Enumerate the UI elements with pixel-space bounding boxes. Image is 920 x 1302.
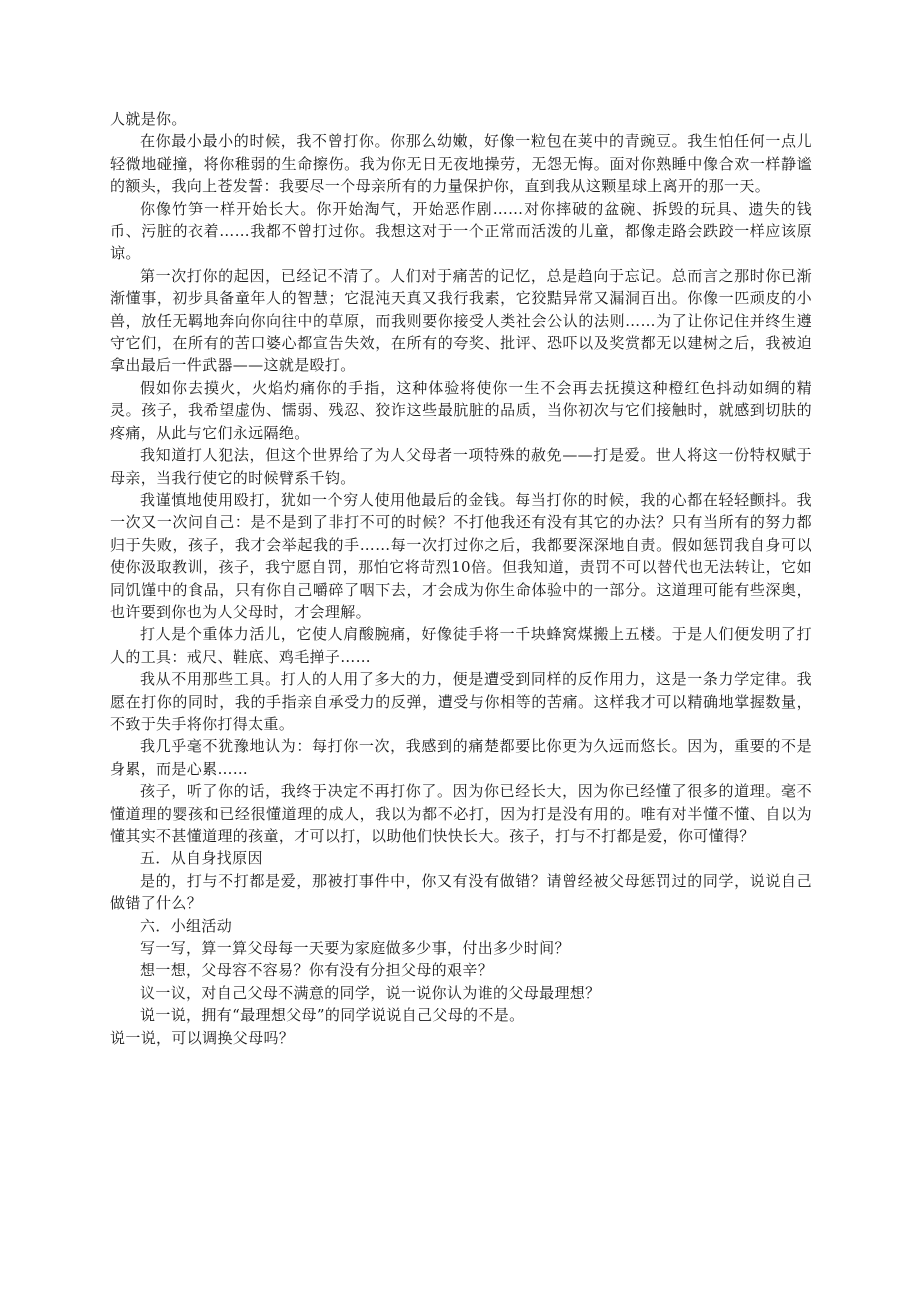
document-page — [110, 108, 812, 1049]
paragraph: 我知道打人犯法，但这个世界给了为人父母者一项特殊的赦免——打是爱。世人将这一份特权赋于母亲，当我行使它的时候臂系千钧。 — [110, 446, 812, 487]
paragraph: 我谨慎地使用殴打，犹如一个穷人使用他最后的金钱。每当打你的时候，我的心都在轻轻颤抖。我一次又一次问自己：是不是到了非打不可的时候？不打他我还有没有其它的办法？只有当所有的努力都归于失败，孩子，我才会举起我的手……每一次打过你之后，我都要深深地自责。假如惩罚我自身可以使你汲取教训，孩子，我宁愿自罚，那怕它将苛烈10倍。但我知道，责罚不可以替代也无法转让，它如同饥馑中的食品，只有你自己嚼碎了咽下去，才会成为你生命体验中的一部分。这道理可能有些深奥，也许要到你也为人父母时，才会理解。 — [110, 490, 812, 621]
activity-item: 议一议，对自己父母不满意的同学，说一说你认为谁的父母最理想？ — [140, 983, 601, 1002]
paragraph: 我从不用那些工具。打人的人用了多大的力，便是遭受到同样的反作用力，这是一条力学定律。我愿在打你的同时，我的手指亲自承受力的反弹，遭受与你相等的苦痛。这样我才可以精确地掌握数量，不致于失手将你打得太重。 — [110, 670, 812, 733]
paragraph: 在你最小最小的时候，我不曾打你。你那么幼嫩，好像一粒包在荚中的青豌豆。我生怕任何一点儿轻微地碰撞，将你稚弱的生命擦伤。我为你无日无夜地操劳，无怨无悔。面对你熟睡中像合欢一样静谧的额头，我向上苍发誓：我要尽一个母亲所有的力量保护你，直到我从这颗星球上离开的那一天。 — [110, 132, 812, 196]
section-heading: 五．从自身找原因 — [140, 849, 263, 868]
activity-item: 说一说，拥有“最理想父母”的同学说说自己父母的不是。 — [140, 1006, 525, 1025]
paragraph: 我几乎毫不犹豫地认为：每打你一次，我感到的痛楚都要比你更为久远而悠长。因为，重要的不是身累，而是心累…… — [110, 737, 812, 778]
paragraph: 孩子，听了你的话，我终于决定不再打你了。因为你已经长大，因为你已经懂了很多的道理。毫不懂道理的婴孩和已经很懂道理的成人，我以为都不必打，因为打是没有用的。唯有对半懂不懂、自以为懂其实不甚懂道理的孩童，才可以打，以助他们快快长大。孩子，打与不打都是爱，你可懂得？ — [110, 782, 812, 845]
activity-item: 想一想，父母容不容易？你有没有分担父母的艰辛？ — [140, 961, 494, 980]
activity-item: 说一说，可以调换父母吗？ — [110, 1028, 295, 1047]
paragraph: 假如你去摸火，火焰灼痛你的手指，这种体验将使你一生不会再去抚摸这种橙红色抖动如绸的精灵。孩子，我希望虚伪、懦弱、残忍、狡诈这些最肮脏的品质，当你初次与它们接触时，就感到切肤的疼痛，从此与它们永远隔绝。 — [110, 378, 812, 442]
paragraph: 你像竹笋一样开始长大。你开始淘气，开始恶作剧……对你摔破的盆碗、拆毁的玩具、遗失的钱币、污脏的衣着……我都不曾打过你。我想这对于一个正常而活泼的儿童，都像走路会跌跤一样应该原谅。 — [110, 199, 812, 263]
paragraph: 第一次打你的起因，已经记不清了。人们对于痛苦的记忆，总是趋向于忘记。总而言之那时你已渐渐懂事，初步具备童年人的智慧；它混沌天真又我行我素，它狡黠异常又漏洞百出。你像一匹顽皮的小兽，放任无羁地奔向你向往中的草原，而我则要你接受人类社会公认的法则……为了让你记住并终生遵守它们，在所有的苦口婆心都宣告失效，在所有的夸奖、批评、恐吓以及奖赏都无以建树之后，我被迫拿出最后一件武器——这就是殴打。 — [110, 266, 812, 375]
paragraph: 是的，打与不打都是爱，那被打事件中，你又有没有做错？请曾经被父母惩罚过的同学，说说自己做错了什么？ — [110, 871, 812, 913]
paragraph: 人就是你。 — [110, 110, 187, 128]
paragraph: 打人是个重体力活儿，它使人肩酸腕痛，好像徒手将一千块蜂窝煤搬上五楼。于是人们便发明了打人的工具：戒尺、鞋底、鸡毛掸子…… — [110, 625, 812, 666]
activity-item: 写一写，算一算父母每一天要为家庭做多少事，付出多少时间？ — [140, 939, 570, 958]
section-heading: 六．小组活动 — [140, 916, 233, 935]
